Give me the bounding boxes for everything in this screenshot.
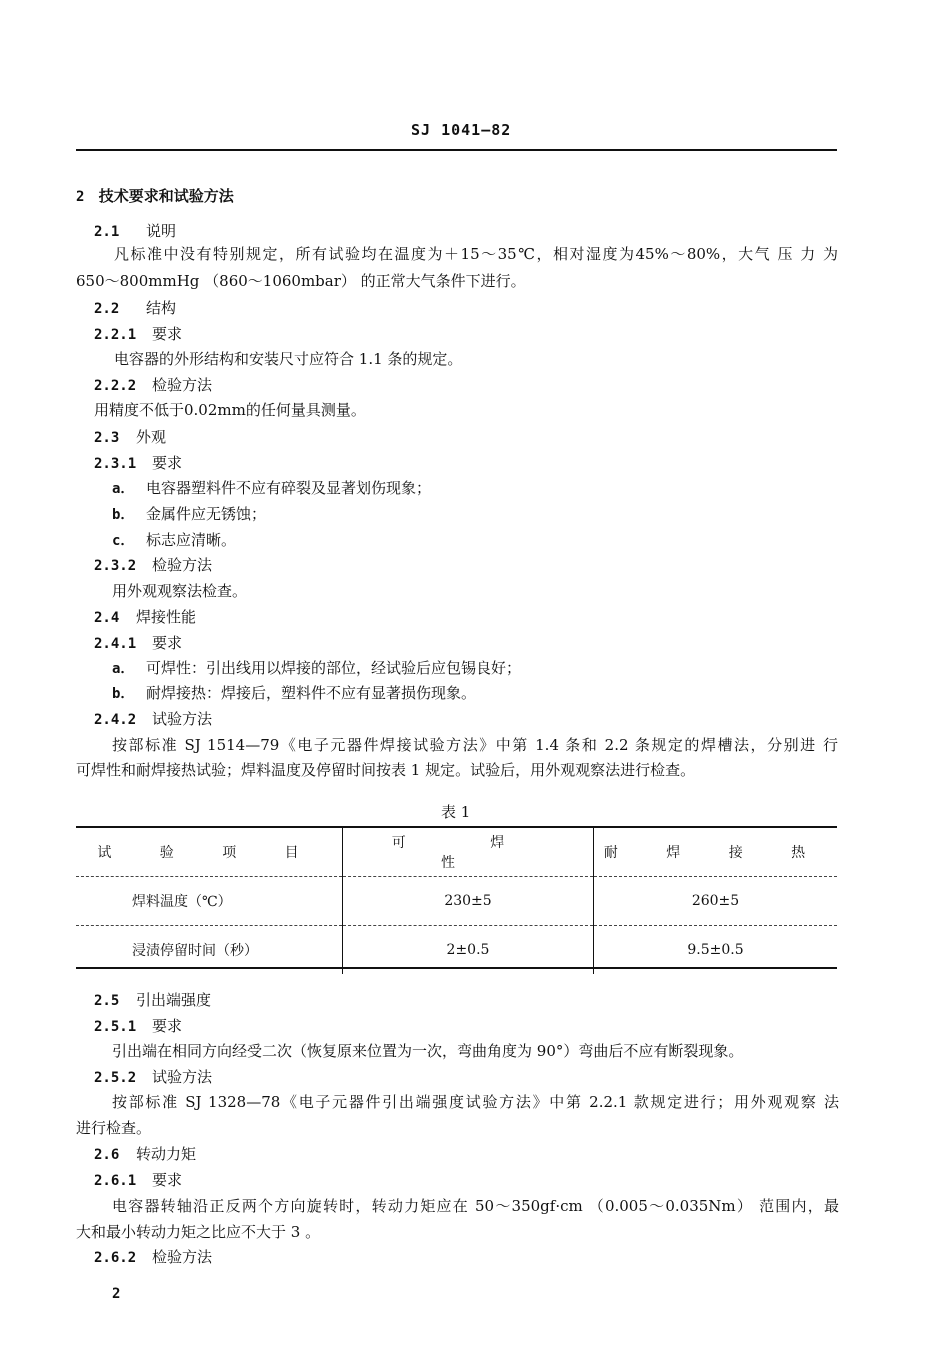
clause-heading: 2.5.1 要求 <box>94 1017 183 1035</box>
clause-heading: 2.2.2 检验方法 <box>94 376 213 394</box>
list-item: b． 耐焊接热：焊接后，塑料件不应有显著损伤现象。 <box>112 684 477 702</box>
list-item: c． 标志应清晰。 <box>112 531 237 549</box>
clause-heading: 2.6.2 检验方法 <box>94 1248 213 1266</box>
clause-heading: 2.3.2 检验方法 <box>94 556 213 574</box>
clause-heading: 2.4.1 要求 <box>94 634 183 652</box>
paragraph-line: 电容器的外形结构和安装尺寸应符合 1.1 条的规定。 <box>114 350 463 368</box>
clause-heading: 2.4 焊接性能 <box>94 608 197 626</box>
table-header-cell: 耐 焊 接 热 <box>594 828 838 877</box>
page-number: 2 <box>112 1286 121 1302</box>
paragraph-line: 大和最小转动力矩之比应不大于 3 。 <box>76 1223 321 1241</box>
header-rule <box>76 149 837 151</box>
table-header-cell: 试 验 项 目 <box>76 828 343 877</box>
clause-heading: 2.6.1 要求 <box>94 1171 183 1189</box>
paragraph-line: 用精度不低于0.02mm的任何量具测量。 <box>94 401 366 419</box>
list-item: b． 金属件应无锈蚀； <box>112 505 267 523</box>
clause-heading: 2.2.1 要求 <box>94 325 183 343</box>
clause-heading: 2.5 引出端强度 <box>94 991 212 1009</box>
paragraph-line: 电容器转轴沿正反两个方向旋转时，转动力矩应在 50～350gf·cm （0.005～0.035Nm） 范围内，最 <box>112 1197 839 1215</box>
clause-heading: 2.5.2 试验方法 <box>94 1068 213 1086</box>
table-cell: 2±0.5 <box>343 926 594 975</box>
clause-heading: 2.3.1 要求 <box>94 454 183 472</box>
clause-heading: 2.1 说明 <box>94 222 177 240</box>
table-header-row <box>76 828 837 877</box>
clause-heading: 2.4.2 试验方法 <box>94 710 213 728</box>
table-caption: 表 1 <box>441 803 471 821</box>
list-item: a． 电容器塑料件不应有碎裂及显著划伤现象； <box>112 479 432 497</box>
table-cell: 230±5 <box>343 877 594 926</box>
list-item: a． 可焊性：引出线用以焊接的部位，经试验后应包锡良好； <box>112 659 522 677</box>
paragraph-line: 进行检查。 <box>76 1119 152 1137</box>
paragraph-line: 按部标准 SJ 1328—78《电子元器件引出端强度试验方法》中第 2.2.1 款规定进行；用外观观察 法 <box>112 1093 839 1111</box>
table-1 <box>76 828 837 974</box>
paragraph-line: 可焊性和耐焊接热试验；焊料温度及停留时间按表 1 规定。试验后，用外观观察法进行检查。 <box>76 761 696 779</box>
section-heading: 2 技术要求和试验方法 <box>76 187 234 205</box>
table-row <box>76 877 837 926</box>
document-code: SJ 1041—82 <box>411 121 512 139</box>
table-cell: 260±5 <box>594 877 838 926</box>
paragraph-line: 引出端在相同方向经受二次（恢复原来位置为一次，弯曲角度为 90°）弯曲后不应有断裂现象。 <box>112 1042 744 1060</box>
clause-heading: 2.3 外观 <box>94 428 167 446</box>
clause-heading: 2.6 转动力矩 <box>94 1145 197 1163</box>
table-bottom-rule <box>76 967 837 969</box>
paragraph-line: 650～800mmHg （860～1060mbar） 的正常大气条件下进行。 <box>76 272 526 290</box>
table-cell: 9.5±0.5 <box>594 926 838 975</box>
paragraph-line: 按部标准 SJ 1514—79《电子元器件焊接试验方法》中第 1.4 条和 2.2 条规定的焊槽法，分别进 行 <box>112 736 838 754</box>
table-header-cell: 可 焊 性 <box>343 828 594 877</box>
table-cell: 浸渍停留时间（秒） <box>132 943 258 959</box>
paragraph-line: 用外观观察法检查。 <box>112 582 248 600</box>
clause-heading: 2.2 结构 <box>94 299 177 317</box>
paragraph-line: 凡标准中没有特别规定，所有试验均在温度为＋15～35℃，相对湿度为45%～80%，大气 压 力 为 <box>114 245 838 263</box>
table-cell: 焊料温度（℃） <box>76 877 343 926</box>
